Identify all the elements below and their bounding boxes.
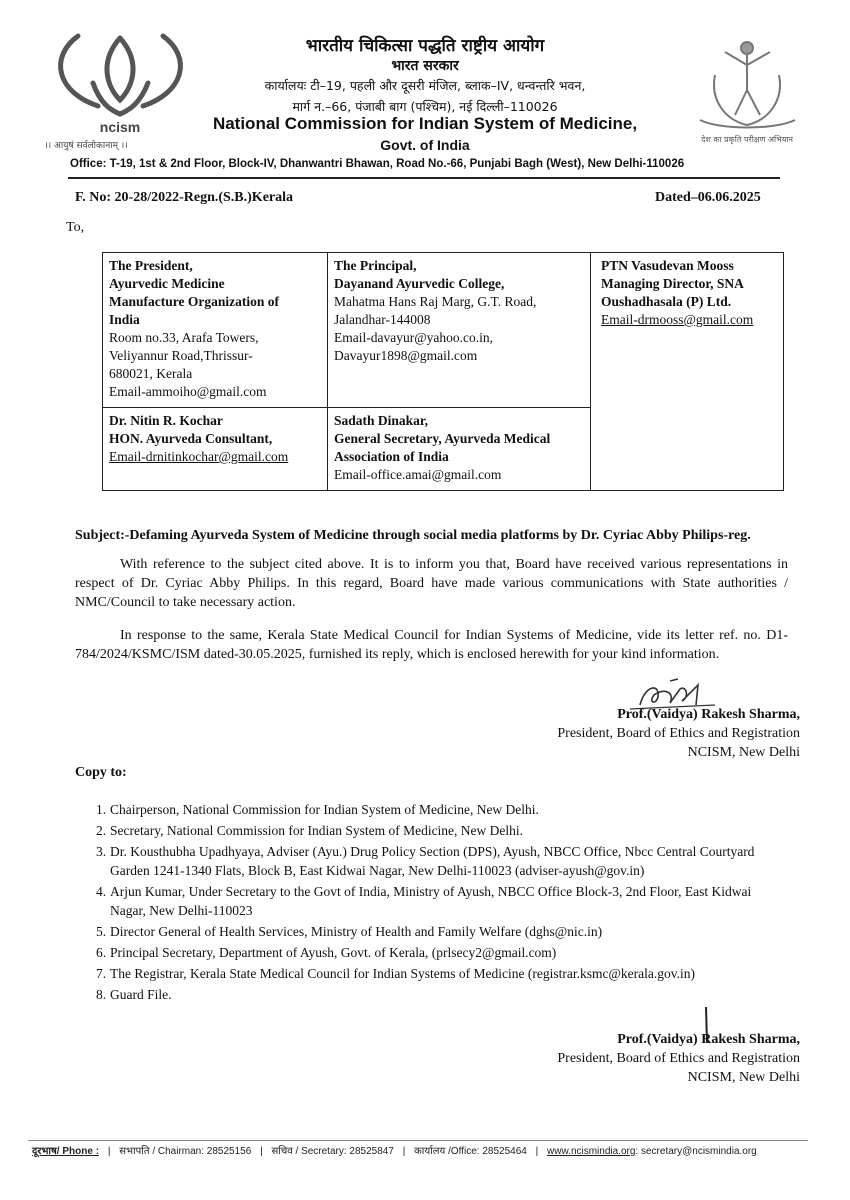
mooss-org: Oushadhasala (P) Ltd. <box>601 294 732 309</box>
header-office-address: Office: T-19, 1st & 2nd Floor, Block-IV, Dhanwantri Bhawan, Road No.-66, Punjabi Bagh (West), New Delhi-110026 <box>70 158 685 170</box>
principal-email[interactable]: Davayur1898@gmail.com <box>334 348 478 363</box>
header-hindi-address-2: मार्ग न.–66, पंजाबी बाग (पश्चिम), नई दिल्ली–110026 <box>292 99 558 114</box>
addressee-kochar <box>103 408 328 491</box>
header-hindi-address-1: कार्यालयः टी–19, पहली और दूसरी मंजिल, ब्लाक–IV, धन्वन्तरि भवन, <box>264 78 586 93</box>
list-item-text: The Registrar, Kerala State Medical Council for Indian Systems of Medicine (registrar.ksmc@kerala.gov.in) <box>110 966 695 981</box>
signature-block-2 <box>480 1030 800 1087</box>
mooss-designation: Managing Director, SNA <box>601 276 744 291</box>
header-divider <box>68 177 780 179</box>
list-item-text: Secretary, National Commission for Indian System of Medicine, New Delhi. <box>110 823 524 838</box>
list-item <box>82 882 790 920</box>
president-org-line: India <box>109 312 140 327</box>
footer-website-link[interactable]: www.ncismindia.org <box>547 1146 636 1157</box>
dinakar-designation: General Secretary, Ayurveda Medical <box>334 431 551 446</box>
list-item <box>82 943 790 962</box>
president-title: The President, <box>109 258 193 273</box>
list-item <box>82 922 790 941</box>
logo-right-caption: देश का प्रकृति परीक्षण अभियान <box>701 135 793 144</box>
logo-left-text: ncism <box>99 119 141 135</box>
list-item-text: Chairperson, National Commission for Indian System of Medicine, New Delhi. <box>110 802 539 817</box>
footer-divider <box>28 1140 808 1141</box>
file-number: F. No: 20-28/2022-Regn.(S.B.)Kerala <box>75 190 294 205</box>
list-item-number: 7. <box>96 966 107 981</box>
principal-address-line: Mahatma Hans Raj Marg, G.T. Road, <box>334 294 537 309</box>
footer-chairman-phone: सभापति / Chairman: 28525156 <box>119 1146 252 1157</box>
copy-to-label: Copy to: <box>75 765 127 780</box>
principal-address-line: Jalandhar-144008 <box>334 312 431 327</box>
list-item-number: 3. <box>96 844 107 859</box>
header-hindi-govt: भारत सरकार <box>391 58 459 74</box>
addressee-mooss <box>591 253 784 491</box>
mooss-name: PTN Vasudevan Mooss <box>601 258 734 273</box>
footer-office-phone: कार्यालय /Office: 28525464 <box>414 1146 527 1157</box>
to-label: To, <box>66 220 85 235</box>
header-english-govt: Govt. of India <box>380 137 470 153</box>
copy-to-list <box>82 800 790 1006</box>
list-item <box>82 821 790 840</box>
letter-date: Dated–06.06.2025 <box>655 190 761 205</box>
list-item-number: 4. <box>96 884 107 899</box>
kochar-designation: HON. Ayurveda Consultant, <box>109 431 273 446</box>
list-item-number: 2. <box>96 823 107 838</box>
dinakar-org: Association of India <box>334 449 449 464</box>
list-item-text: Director General of Health Services, Ministry of Health and Family Welfare (dghs@nic.in) <box>110 924 603 939</box>
body-paragraph-2: In response to the same, Kerala State Medical Council for Indian Systems of Medicine, vide its letter ref. no. D1-784/2024/KSMC/ISM dated-30.05.2025, furnished its reply, which is enclosed herewith for your kind information. <box>75 628 788 662</box>
subject-line: Subject:-Defaming Ayurveda System of Medicine through social media platforms by Dr. Cyriac Abby Philips-reg. <box>75 528 751 543</box>
list-item <box>82 964 790 983</box>
header-hindi-title: भारतीय चिकित्सा पद्धति राष्ट्रीय आयोग <box>305 36 545 56</box>
kochar-email[interactable]: Email-drnitinkochar@gmail.com <box>109 449 289 464</box>
list-item-text: Arjun Kumar, Under Secretary to the Govt of India, Ministry of Ayush, NBCC Office Block-3, 2nd Floor, East Kidwai Nagar, New Delhi-110023 <box>110 884 752 918</box>
footer-contacts: दूरभाष/ Phone : | सभापति / Chairman: 28525156 | सचिव / Secretary: 28525847 | कार्यालय /Office: 28525464 | www.ncismindia.org: secretary@ncismindia.org <box>32 1146 757 1157</box>
list-item <box>82 985 790 1004</box>
list-item-text: Guard File. <box>110 987 172 1002</box>
body-paragraph-1: With reference to the subject cited above. It is to inform you that, Board have received various representations in respect of Dr. Cyriac Abby Philips. In this regard, Board have made various communications with State authorities / NMC/Council to take necessary action. <box>75 557 788 610</box>
list-item-number: 5. <box>96 924 107 939</box>
president-address-line: 680021, Kerala <box>109 366 193 381</box>
list-item <box>82 842 790 880</box>
kochar-name: Dr. Nitin R. Kochar <box>109 413 223 428</box>
logo-left-motto: ।। आयुषं सर्वलोकानाम् ।। <box>44 141 128 151</box>
mooss-email[interactable]: Email-drmooss@gmail.com <box>601 312 754 327</box>
addressee-principal <box>328 253 591 408</box>
signatory-name: Prof.(Vaidya) Rakesh Sharma, <box>617 1032 800 1047</box>
president-address-line: Room no.33, Arafa Towers, <box>109 330 259 345</box>
footer-phone-label: दूरभाष/ Phone : <box>32 1146 100 1157</box>
header-english-title: National Commission for Indian System of Medicine, <box>212 114 638 133</box>
president-address-line: Veliyannur Road,Thrissur- <box>109 348 253 363</box>
footer-email-link[interactable]: secretary@ncismindia.org <box>640 1146 757 1157</box>
footer-secretary-phone: सचिव / Secretary: 28525847 <box>271 1146 394 1157</box>
president-email[interactable]: Email-ammoiho@gmail.com <box>109 384 267 399</box>
list-item-text: Principal Secretary, Department of Ayush, Govt. of Kerala, (prlsecy2@gmail.com) <box>110 945 557 960</box>
signatory-name: Prof.(Vaidya) Rakesh Sharma, <box>617 707 800 722</box>
signatory-designation: President, Board of Ethics and Registration <box>557 1051 800 1066</box>
signature-block-1 <box>480 705 800 762</box>
list-item-text: Dr. Kousthubha Upadhyaya, Adviser (Ayu.) Drug Policy Section (DPS), Ayush, NBCC Office, Nbcc Central Courtyard Garden 1241-1340 Flats, Block B, East Kidwai Nagar, New Delhi-110023 (adviser-ayush@gov.in) <box>110 844 755 878</box>
addressee-table <box>102 252 784 491</box>
list-item-number: 1. <box>96 802 107 817</box>
principal-email[interactable]: Email-davayur@yahoo.co.in, <box>334 330 494 345</box>
signatory-office: NCISM, New Delhi <box>687 745 800 760</box>
list-item-number: 8. <box>96 987 107 1002</box>
principal-org: Dayanand Ayurvedic College, <box>334 276 505 291</box>
dinakar-name: Sadath Dinakar, <box>334 413 429 428</box>
signatory-designation: President, Board of Ethics and Registration <box>557 726 800 741</box>
president-org-line: Manufacture Organization of <box>109 294 279 309</box>
dinakar-email[interactable]: Email-office.amai@gmail.com <box>334 467 502 482</box>
president-org-line: Ayurvedic Medicine <box>109 276 225 291</box>
list-item-number: 6. <box>96 945 107 960</box>
list-item <box>82 800 790 819</box>
principal-title: The Principal, <box>334 258 417 273</box>
addressee-president <box>103 253 328 408</box>
signatory-office: NCISM, New Delhi <box>687 1070 800 1085</box>
addressee-dinakar <box>328 408 591 491</box>
